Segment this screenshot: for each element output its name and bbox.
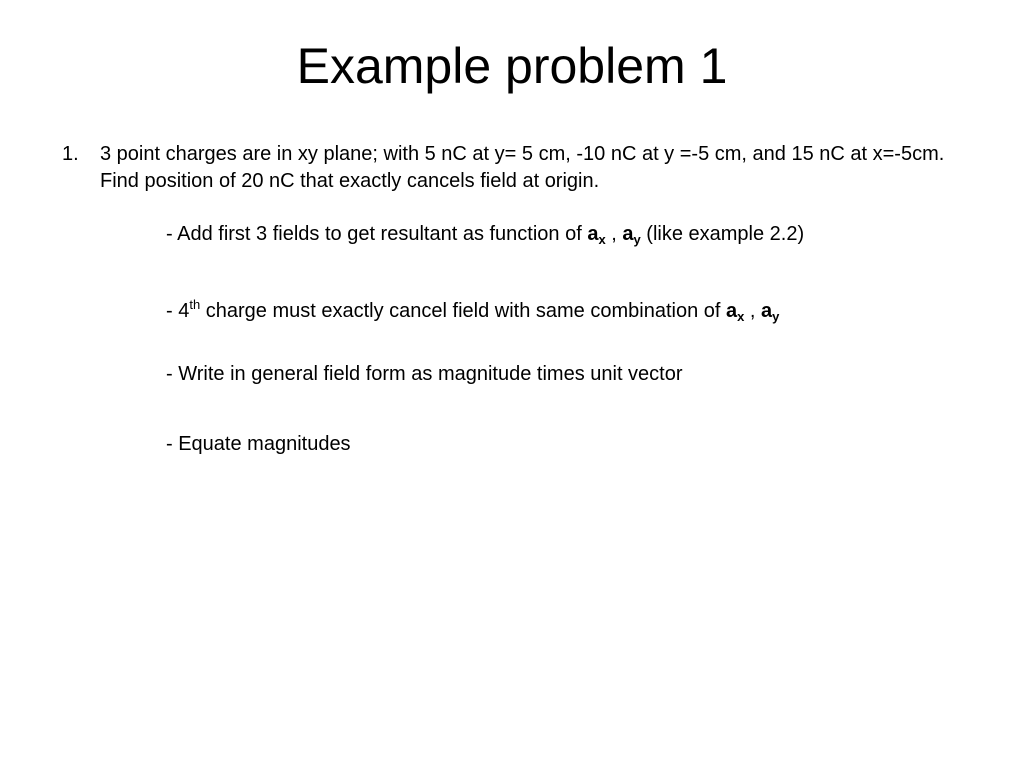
bullet-general-form: - Write in general field form as magnitude times unit vector	[166, 363, 683, 385]
unit-vector-ay: $a_y$	[761, 300, 780, 324]
problem-number: 1.	[62, 143, 79, 165]
bullet-fourth-charge	[166, 291, 779, 330]
separator: ,	[605, 223, 623, 245]
unit-vector-ax: $a_x$	[726, 300, 745, 324]
ordinal-suffix: th	[189, 297, 201, 312]
problem-text: 3 point charges are in xy plane; with 5 nC at y= 5 cm, -10 nC at y =-5 cm, and 15 nC at x=-5cm. Find position of 20 nC that exactly cancels field at origin.	[100, 143, 945, 192]
bullet-text: - Add first 3 fields to get resultant as function of	[166, 223, 588, 245]
bullet-prefix: - 4	[166, 300, 190, 322]
bullet-suffix: (like example 2.2)	[640, 223, 805, 245]
unit-vector-ay: $a_y$	[622, 223, 641, 247]
slide-title: Example problem 1	[296, 38, 728, 94]
bullet-text: charge must exactly cancel field with same combination of	[200, 300, 726, 322]
bullet-add-fields	[166, 221, 804, 253]
unit-vector-ax: $a_x$	[587, 223, 606, 247]
problem-statement	[62, 141, 962, 195]
separator: ,	[744, 300, 762, 322]
bullet-equate-magnitudes: - Equate magnitudes	[166, 433, 351, 455]
